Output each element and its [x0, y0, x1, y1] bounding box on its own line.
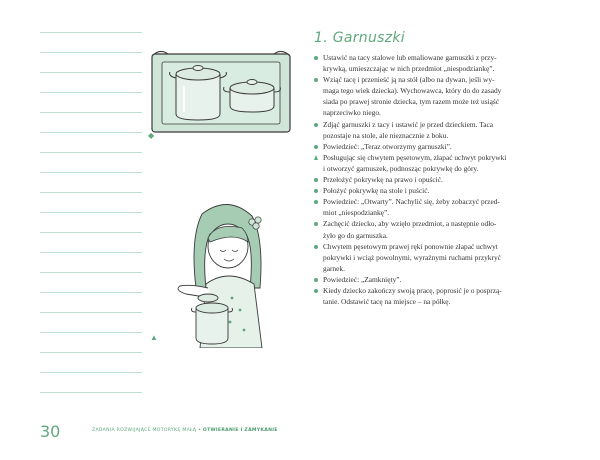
note-line — [40, 272, 142, 273]
instruction-step — [314, 241, 534, 274]
instruction-step — [314, 285, 534, 307]
note-line — [40, 52, 142, 53]
note-line — [40, 112, 142, 113]
instruction-step — [314, 218, 534, 240]
step-text-line: tanie. Odstawić tacę na miejsce – na półkę. — [323, 297, 451, 307]
page-number: 30 — [40, 422, 61, 441]
step-text-line: żyło go do garnuszka. — [323, 230, 388, 240]
note-line — [40, 192, 142, 193]
footer-book-title: ZADANIA ROZWIJAJĄCE MOTORYKĘ MAŁĄ • — [92, 428, 203, 433]
running-footer — [92, 428, 278, 433]
instruction-step — [314, 52, 534, 74]
tall-pot-icon — [170, 66, 227, 121]
dot-bullet-icon — [314, 178, 318, 182]
step-text-line: pozostaje na stole, ale nieznacznie z boku. — [323, 130, 449, 140]
note-line — [40, 292, 142, 293]
triangle-bullet-icon — [314, 155, 318, 160]
step-text-line: Kiedy dziecko zakończy swoją pracę, poprosić je o posprzą- — [323, 285, 502, 295]
note-line — [40, 232, 142, 233]
triangle-marker-icon: ▲ — [150, 333, 158, 342]
step-text-line: Położyć pokrywkę na stole i puścić. — [323, 186, 430, 196]
note-line — [40, 252, 142, 253]
dot-bullet-icon — [314, 56, 318, 60]
dot-bullet-icon — [314, 189, 318, 193]
step-text-line: Powiedzieć: „Zamknięty”. — [323, 274, 402, 284]
note-line — [40, 352, 142, 353]
instruction-step — [314, 274, 534, 285]
instruction-step — [314, 152, 534, 174]
note-line — [40, 312, 142, 313]
ruled-note-lines — [40, 32, 142, 402]
instruction-step — [314, 196, 534, 218]
note-line — [40, 152, 142, 153]
instruction-step — [314, 119, 534, 141]
instruction-step — [314, 185, 534, 196]
note-line — [40, 172, 142, 173]
dot-bullet-icon — [314, 289, 318, 293]
footer-section-title: OTWIERANIE I ZAMYKANIE — [202, 428, 278, 433]
section-title: 1. Garnuszki — [314, 30, 405, 46]
dot-bullet-icon — [314, 222, 318, 226]
note-line — [40, 72, 142, 73]
note-line — [40, 212, 142, 213]
instruction-step — [314, 141, 534, 152]
note-line — [40, 372, 142, 373]
dot-bullet-icon — [314, 145, 318, 149]
step-text-line: pokrywki i wciąż powolnymi, wyraźnymi ruchami przykryć — [323, 252, 501, 262]
step-text-line: Posługując się chwytem pęsetowym, złapać uchwyt pokrywki — [323, 152, 507, 162]
step-text-line: Przełożyć pokrywkę na prawo i opuścić. — [323, 175, 443, 185]
step-text-line: Chwytem pęsetowym prawej ręki ponownie złapać uchwyt — [323, 241, 498, 251]
step-text-line: naprzeciwko niego. — [323, 108, 381, 118]
girl-opening-pot-illustration — [150, 198, 284, 348]
step-text-line: Powiedzieć: „Teraz otworzymy garnuszki”. — [323, 141, 452, 151]
dot-bullet-icon — [314, 78, 318, 82]
instruction-step — [314, 174, 534, 185]
note-line — [40, 132, 142, 133]
step-text-line: maga tego wiek dziecka). Wychowawca, który do do zasady — [323, 86, 502, 96]
note-line — [40, 392, 142, 393]
step-text-line: garnek. — [323, 263, 345, 273]
step-text-line: Ustawić na tacy stalowe lub emaliowane garnuszki z przy- — [323, 53, 497, 62]
note-line — [40, 32, 142, 33]
dot-bullet-icon — [314, 245, 318, 249]
dot-bullet-icon — [314, 278, 318, 282]
instruction-list — [314, 52, 534, 307]
step-text-line: Powiedzieć: „Otwarty”. Nachylić się, żeby zobaczyć przed- — [323, 197, 500, 207]
step-text-line: Zachęcić dziecko, aby wzięło przedmiot, a następnie odło- — [323, 219, 497, 229]
step-text-line: Zdjąć garnuszki z tacy i ustawić je przed dzieckiem. Taca — [323, 119, 494, 129]
step-text-line: Wziąć tacę i przenieść ją na stół (albo na dywan, jeśli wy- — [323, 75, 495, 85]
step-text-line: krywką, umieszczając w nich przedmiot „niespodziankę”. — [323, 64, 495, 74]
diamond-marker-icon: ◆ — [148, 131, 155, 140]
step-text-line: siada po prawej stronie dziecka, tym razem może też usiąść — [323, 97, 500, 107]
step-text-line: miot „niespodziankę”. — [323, 208, 390, 218]
note-line — [40, 332, 142, 333]
dot-bullet-icon — [314, 123, 318, 127]
step-text-line: i otworzyć garnuszek, podnosząc pokrywkę do góry. — [323, 163, 479, 173]
instruction-step — [314, 74, 534, 118]
tray-with-pots-illustration — [148, 46, 294, 138]
note-line — [40, 92, 142, 93]
dot-bullet-icon — [314, 200, 318, 204]
